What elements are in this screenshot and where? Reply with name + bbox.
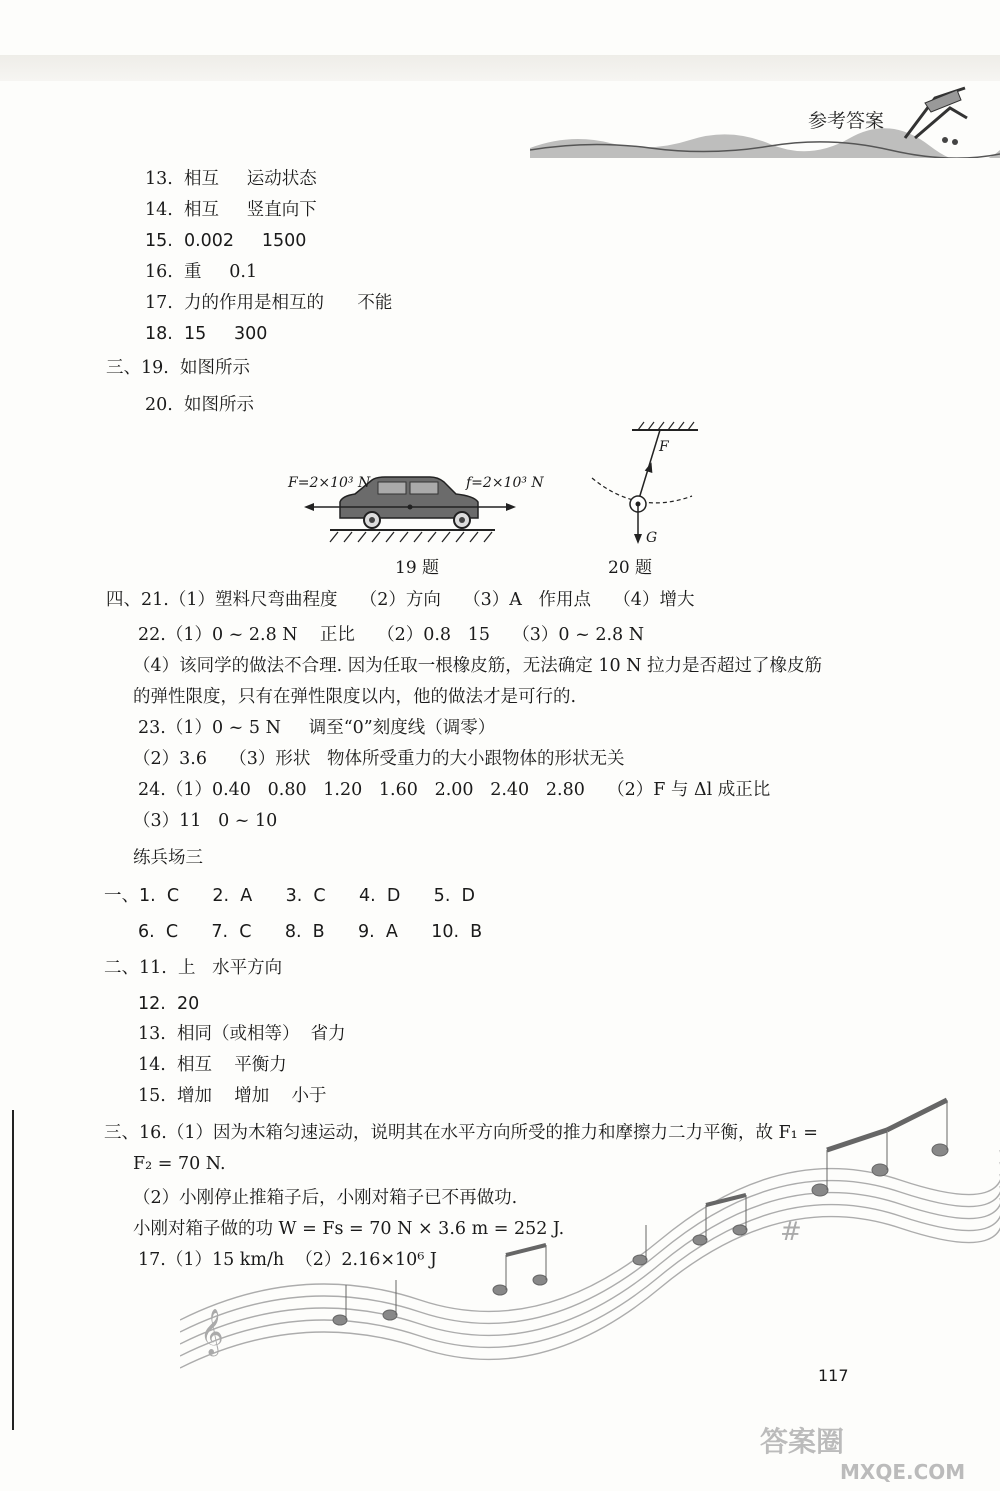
answer-line-18: 18. 15 300 [145, 324, 268, 344]
answer-line-two-13: 13. 相同（或相等） 省力 [138, 1024, 346, 1044]
answer-line-13: 13. 相互 运动状态 [145, 169, 317, 189]
figure-20-caption: 20 题 [608, 558, 653, 578]
answer-line-22-part4: （4）该同学的做法不合理. 因为任取一根橡皮筋，无法确定 10 N 拉力是否超过了橡皮筋 [133, 656, 823, 676]
figure-20-force-g-label: G [646, 530, 658, 546]
answer-line-two-14: 14. 相互 平衡力 [138, 1055, 287, 1075]
answer-line-15: 15. 0.002 1500 [145, 231, 307, 251]
answer-line-24: 24.（1）0.40 0.80 1.20 1.60 2.00 2.40 2.80 （2）F 与 Δl 成正比 [138, 780, 771, 800]
answer-line-23: 23.（1）0 ~ 5 N 调至“0”刻度线（调零） [138, 718, 496, 738]
svg-text:𝄞: 𝄞 [200, 1309, 224, 1355]
section-title-practice-3: 练兵场三 [133, 848, 203, 868]
music-notes-decoration [180, 1090, 1000, 1490]
answer-line-22-part4-cont: 的弹性限度，只有在弹性限度以内，他的做法才是可行的. [133, 687, 577, 707]
beach-chair-icon [895, 78, 975, 148]
answer-line-24-part3: （3）11 0 ~ 10 [133, 811, 278, 831]
answer-line-two-12: 12. 20 [138, 994, 200, 1014]
answer-line-16: 16. 重 0.1 [145, 262, 258, 282]
answer-line-three-16-work: 小刚对箱子做的功 W = Fs = 70 N × 3.6 m = 252 J. [133, 1219, 565, 1239]
answer-line-two-11: 二、11. 上 水平方向 [104, 958, 283, 978]
answer-line-three-16: 三、16.（1）因为木箱匀速运动，说明其在水平方向所受的推力和摩擦力二力平衡，故 F₁ = [104, 1123, 818, 1143]
page-number: 117 [818, 1366, 849, 1385]
answer-line-one-1-5: 一、1. C 2. A 3. C 4. D 5. D [104, 886, 475, 906]
answer-line-19: 三、19. 如图所示 [106, 358, 250, 378]
figure-19-right-force-label: f=2×10³ N [466, 475, 544, 491]
answer-line-22: 22.（1）0 ~ 2.8 N 正比 （2）0.8 15 （3）0 ~ 2.8 N [138, 625, 645, 645]
left-margin-bar [12, 1110, 14, 1430]
answer-line-three-16-part2: （2）小刚停止推箱子后，小刚对箱子已不再做功. [133, 1188, 518, 1208]
answer-line-one-6-10: 6. C 7. C 8. B 9. A 10. B [138, 922, 483, 942]
answer-line-three-17: 17.（1）15 km/h （2）2.16×10⁶ J [138, 1250, 437, 1270]
figure-19-left-force-label: F=2×10³ N [288, 475, 371, 491]
figure-20-force-f-label: F [659, 439, 669, 455]
figure-19-caption: 19 题 [395, 558, 440, 578]
answer-line-21: 四、21.（1）塑料尺弯曲程度 （2）方向 （3）A 作用点 （4）增大 [106, 590, 695, 610]
header-band [0, 55, 1000, 81]
answer-line-17: 17. 力的作用是相互的 不能 [145, 293, 393, 313]
answer-line-two-15: 15. 增加 增加 小于 [138, 1086, 327, 1106]
watermark-logo: 答案圈 [760, 1425, 845, 1458]
watermark-url: MXQE.COM [840, 1460, 966, 1484]
answer-line-three-16-cont: F₂ = 70 N. [133, 1154, 226, 1174]
answer-line-23-part2: （2）3.6 （3）形状 物体所受重力的大小跟物体的形状无关 [133, 749, 625, 769]
answer-line-20: 20. 如图所示 [145, 395, 254, 415]
header-title: 参考答案 [808, 110, 885, 132]
svg-text:#: # [780, 1217, 802, 1247]
answer-line-14: 14. 相互 竖直向下 [145, 200, 317, 220]
